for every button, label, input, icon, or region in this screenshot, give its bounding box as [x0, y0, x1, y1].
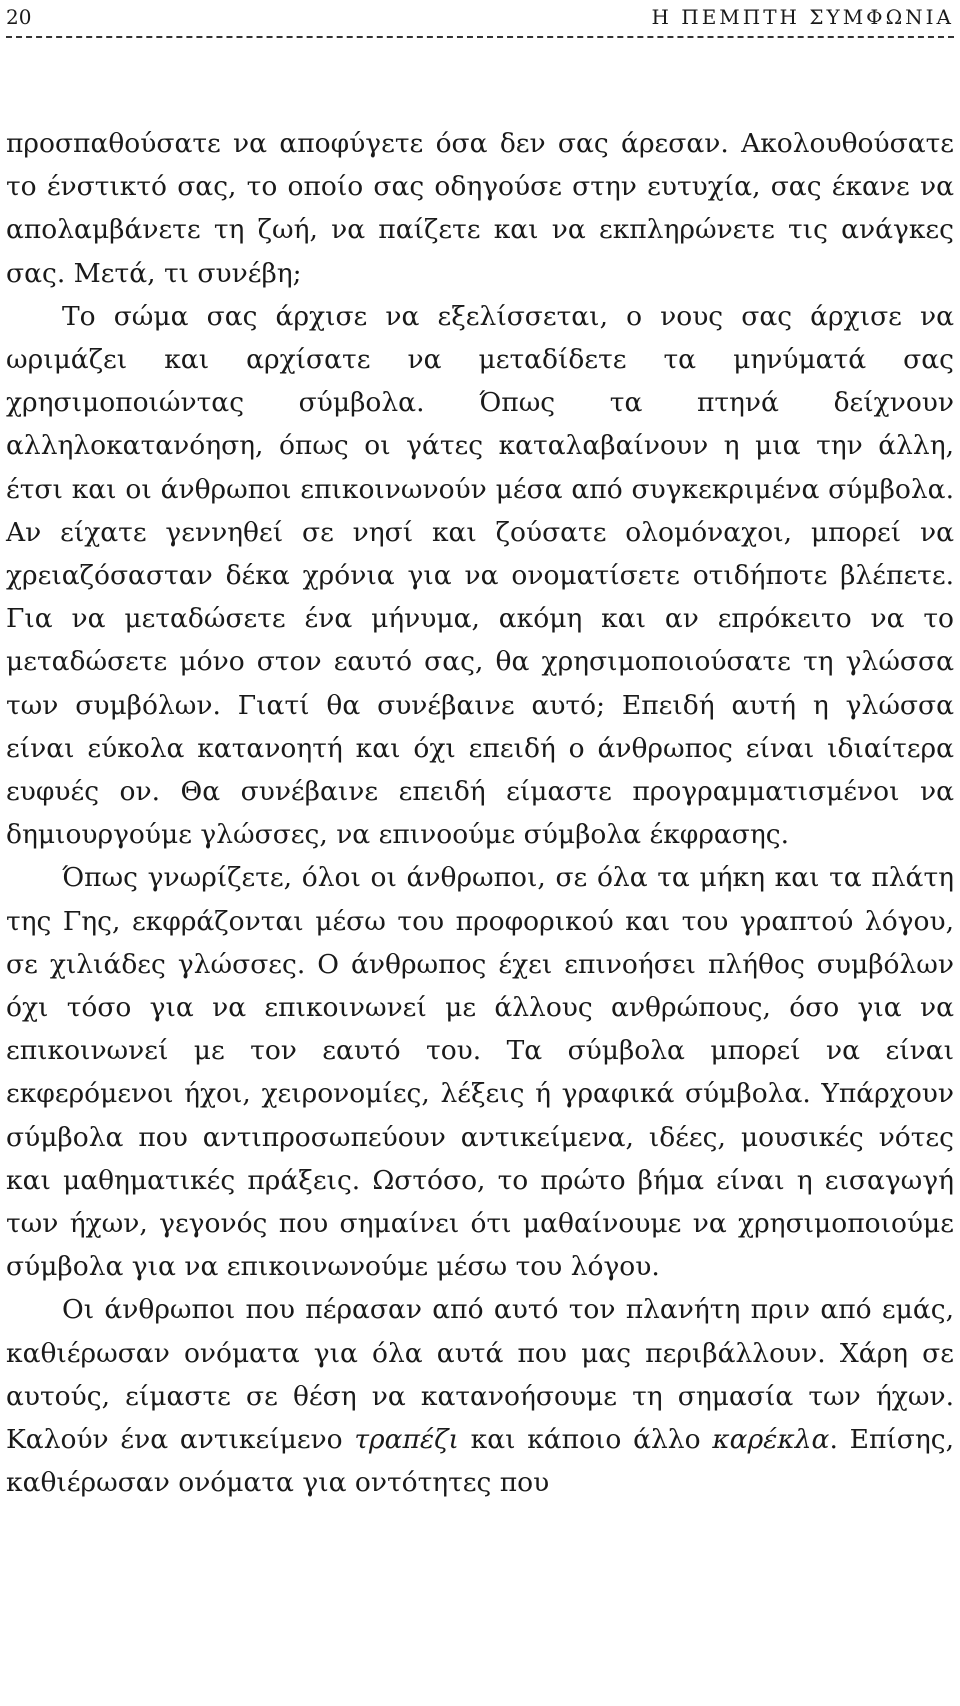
paragraph-text: . Επίσης, καθιέρωσαν ονόματα για οντότητες που — [6, 1424, 954, 1499]
running-title: Η ΠΕΜΠΤΗ ΣΥΜΦΩΝΙΑ — [651, 5, 954, 29]
paragraph: Όπως γνωρίζετε, όλοι οι άνθρωποι, σε όλα τα μήκη και τα πλάτη της Γης, εκφράζονται μέσω του προφορικού και του γραπτού λόγου, σε χιλιάδες γλώσσες. Ο άνθρωπος έχει επινοήσει πλήθος συμβόλων όχι τόσο για να επικοινωνεί με άλλους ανθρώπους, όσο για να επικοινωνεί με τον εαυτό του. Τα σύμβολα μπορεί να είναι εκφερόμενοι ήχοι, χειρονομίες, λέξεις ή γραφικά σύμβολα. Υπάρχουν σύμβολα που αντιπροσωπεύουν αντικείμενα, ιδέες, μουσικές νότες και μαθηματικές πράξεις. Ωστόσο, το πρώτο βήμα είναι η εισαγωγή των ήχων, γεγονός που σημαίνει ότι μαθαίνουμε να χρησιμοποιούμε σύμβολα για να επικοινωνούμε μέσω του λόγου. — [6, 862, 954, 1283]
body-text — [6, 122, 954, 1505]
book-page — [6, 0, 954, 1706]
paragraph-continued: προσπαθούσατε να αποφύγετε όσα δεν σας άρεσαν. Ακολουθούσατε το ένστικτό σας, το οποίο σας οδηγούσε στην ευτυχία, σας έκανε να απολαμβάνετε τη ζωή, να παίζετε και να εκπληρώνετε τις ανάγκες σας. Μετά, τι συνέβη; — [6, 128, 954, 289]
italic-term: τραπέζι — [354, 1424, 459, 1456]
page-number: 20 — [6, 5, 32, 29]
italic-term: καρέκλα — [712, 1424, 830, 1456]
running-header — [6, 2, 954, 32]
paragraph-text: Οι άνθρωποι που πέρασαν από αυτό τον πλανήτη πριν από εμάς, καθιέρωσαν ονόματα για όλα αυτά που μας περιβάλλουν. Χάρη σε αυτούς, είμαστε σε θέση να κατανοήσουμε τη σημασία των ήχων. Καλούν ένα αντικείμενο — [6, 1294, 954, 1456]
paragraph-text: και κάποιο άλλο — [458, 1424, 713, 1456]
header-dashed-rule — [6, 36, 954, 38]
paragraph — [6, 1288, 954, 1504]
paragraph: Το σώμα σας άρχισε να εξελίσσεται, ο νους σας άρχισε να ωριμάζει και αρχίσατε να μεταδίδετε τα μηνύματά σας χρησιμοποιώντας σύμβολα. Όπως τα πτηνά δείχνουν αλληλοκατανόηση, όπως οι γάτες καταλαβαίνουν η μια την άλλη, έτσι και οι άνθρωποι επικοινωνούν μέσα από συγκεκριμένα σύμβολα. Αν είχατε γεννηθεί σε νησί και ζούσατε ολομόναχοι, μπορεί να χρειαζόσασταν δέκα χρόνια για να ονοματίσετε οτιδήποτε βλέπετε. Για να μεταδώσετε ένα μήνυμα, ακόμη και αν επρόκειτο να το μεταδώσετε μόνο στον εαυτό σας, θα χρησιμοποιούσατε τη γλώσσα των συμβόλων. Γιατί θα συνέβαινε αυτό; Επειδή αυτή η γλώσσα είναι εύκολα κατανοητή και όχι επειδή ο άνθρωπος είναι ιδιαίτερα ευφυές ον. Θα συνέβαινε επειδή είμαστε προγραμματισμένοι να δημιουργούμε γλώσσες, να επινοούμε σύμβολα έκφρασης. — [6, 300, 954, 851]
